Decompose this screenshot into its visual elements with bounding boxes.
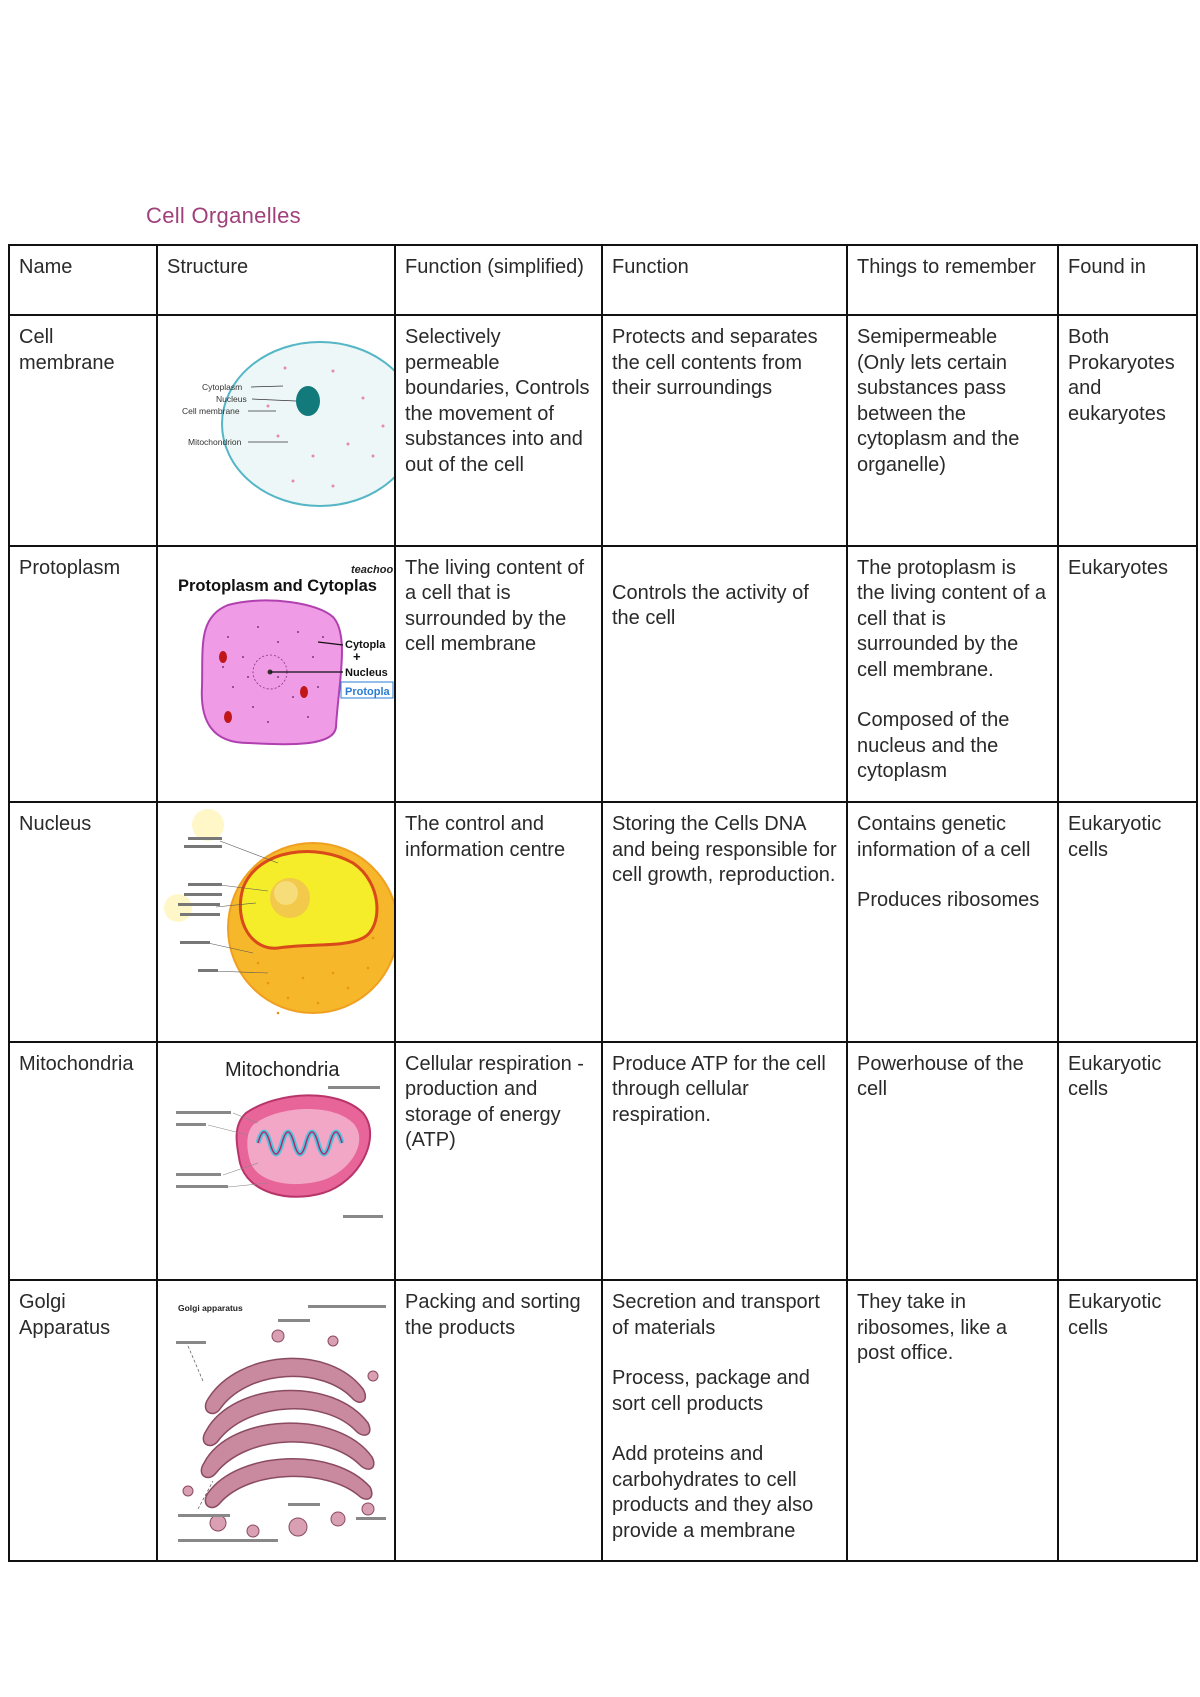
table-row [9, 1280, 1197, 1561]
label-nucleus: Nucleus [345, 666, 388, 679]
things-to-remember [847, 546, 1058, 803]
table-row [9, 546, 1197, 803]
function-simplified: Cellular respiration - production and storage of energy (ATP) [395, 1042, 602, 1281]
label-protoplasm: Protopla [345, 685, 390, 698]
structure-cell [157, 1280, 395, 1561]
organelle-name: Nucleus [9, 802, 157, 1042]
function [602, 802, 847, 1042]
remember-text: Contains genetic information of a cell [857, 813, 1031, 861]
remember-text: Powerhouse of the cell [857, 1052, 1024, 1100]
things-to-remember [847, 1280, 1058, 1561]
cell-membrane-diagram [158, 316, 394, 537]
remember-text: The protoplasm is the living content of a cell that is surrounded by the cell membrane. [857, 556, 1047, 681]
diagram-title: Golgi apparatus [178, 1303, 243, 1313]
diagram-title: Mitochondria [225, 1058, 340, 1081]
function-simplified: The control and information centre [395, 802, 602, 1042]
label-cell-membrane: Cell membrane [182, 406, 240, 416]
organelle-name: Mitochondria [9, 1042, 157, 1281]
found-in: Eukaryotic cells [1058, 802, 1197, 1042]
table-header-row [9, 245, 1197, 315]
mitochondria-diagram [158, 1043, 394, 1272]
function [602, 546, 847, 803]
function-text: Storing the Cells DNA and being responsible for cell growth, reproduction. [612, 813, 837, 886]
organelle-name: Protoplasm [9, 546, 157, 803]
function-simplified: The living content of a cell that is surrounded by the cell membrane [395, 546, 602, 803]
function-text: Secretion and transport of materials [612, 1291, 820, 1339]
found-in: Eukaryotic cells [1058, 1280, 1197, 1561]
header-structure: Structure [157, 245, 395, 315]
label-cytoplasm: Cytoplasm [202, 382, 243, 392]
label-nucleus: Nucleus [216, 394, 247, 404]
function [602, 1042, 847, 1281]
diagram-title: Protoplasm and Cytoplas [178, 576, 377, 595]
page-title: Cell Organelles [146, 203, 301, 228]
structure-cell [157, 315, 395, 546]
found-in: Eukaryotes [1058, 546, 1197, 803]
golgi-apparatus-diagram [158, 1281, 394, 1552]
function-text: Protects and separates the cell contents from their surroundings [612, 326, 818, 399]
remember-text: Semipermeable (Only lets certain substances pass between the cytoplasm and the organelle) [857, 326, 1020, 476]
things-to-remember [847, 802, 1058, 1042]
organelle-name: Cell membrane [9, 315, 157, 546]
function-text: Process, package and sort cell products [612, 1367, 810, 1415]
organelles-table [8, 244, 1198, 1562]
function-text: Controls the activity of the cell [612, 581, 809, 629]
found-in: Both Prokaryotes and eukaryotes [1058, 315, 1197, 546]
structure-cell [157, 1042, 395, 1281]
things-to-remember [847, 1042, 1058, 1281]
header-things-to-remember: Things to remember [847, 245, 1058, 315]
function [602, 1280, 847, 1561]
table-row [9, 1042, 1197, 1281]
function-text: Add proteins and carbohydrates to cell products and they also provide a membrane [612, 1443, 814, 1542]
protoplasm-diagram [158, 547, 394, 794]
remember-text: They take in ribosomes, like a post office. [857, 1291, 1008, 1364]
structure-cell [157, 546, 395, 803]
table-row [9, 802, 1197, 1042]
remember-text: Produces ribosomes [857, 889, 1040, 911]
header-found-in: Found in [1058, 245, 1197, 315]
function-simplified: Selectively permeable boundaries, Controls the movement of substances into and out of the cell [395, 315, 602, 546]
table-row [9, 315, 1197, 546]
things-to-remember [847, 315, 1058, 546]
structure-cell [157, 802, 395, 1042]
function-text: Produce ATP for the cell through cellular respiration. [612, 1052, 826, 1126]
nucleus-diagram [158, 803, 394, 1033]
label-cytoplasm: Cytopla [345, 638, 386, 651]
organelle-name: Golgi Apparatus [9, 1280, 157, 1561]
label-mitochondrion: Mitochondrion [188, 437, 242, 447]
function-simplified: Packing and sorting the products [395, 1280, 602, 1561]
teachoo-logo: teachoo [351, 563, 394, 576]
label-plus: + [353, 648, 361, 664]
remember-text: Composed of the nucleus and the cytoplasm [857, 709, 1010, 782]
function [602, 315, 847, 546]
header-function-simplified: Function (simplified) [395, 245, 602, 315]
header-name: Name [9, 245, 157, 315]
header-function: Function [602, 245, 847, 315]
found-in: Eukaryotic cells [1058, 1042, 1197, 1281]
